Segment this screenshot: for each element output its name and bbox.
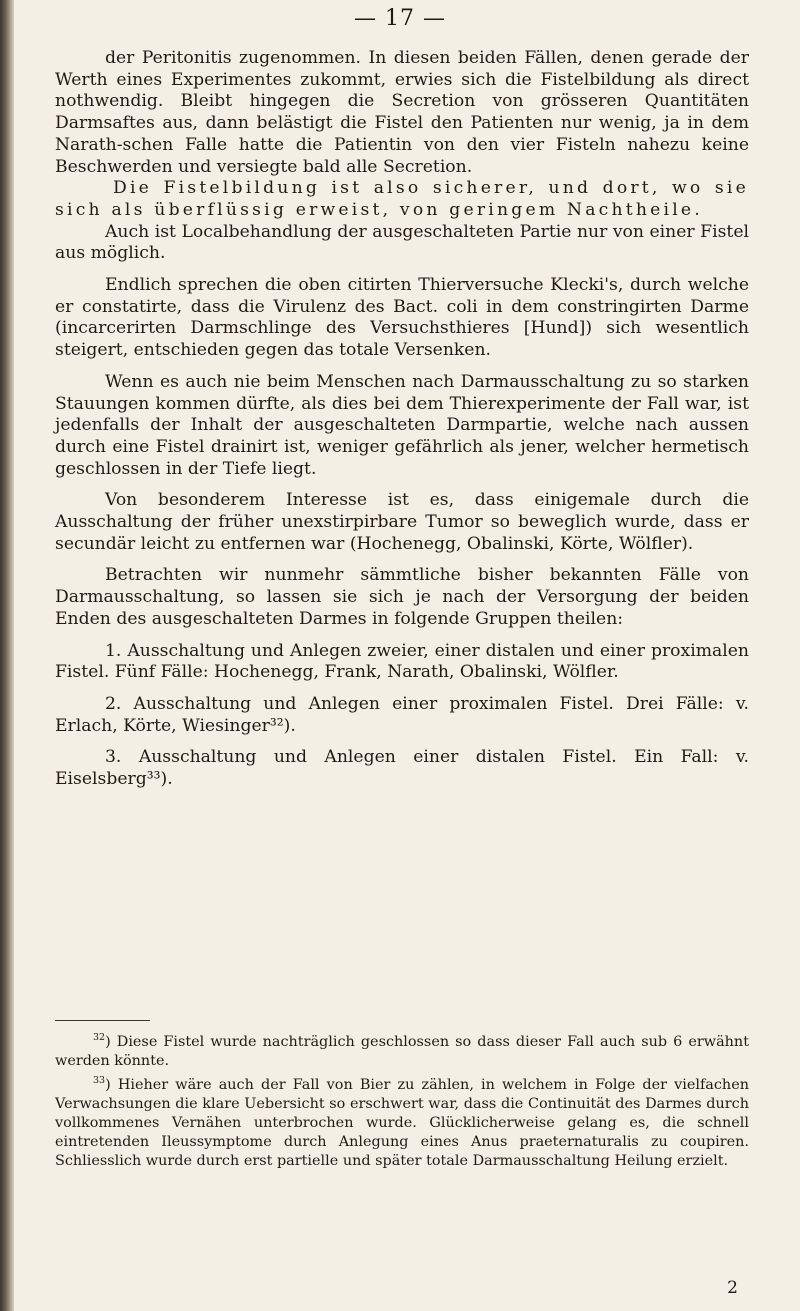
footnote-32 bbox=[55, 1028, 749, 1071]
footnote-33-mark: 33 bbox=[93, 1074, 106, 1086]
footnote-33 bbox=[55, 1071, 749, 1171]
paragraph-fistelbildung bbox=[55, 178, 749, 221]
footnote-divider bbox=[55, 1020, 150, 1021]
paragraph-gruppe-1: 1. Ausschaltung und Anlegen zweier, einer distalen und einer proximalen Fistel. Fünf Fälle: Hochenegg, Frank, Narath, Obalinski, Wölfler. bbox=[55, 640, 749, 683]
paragraph-darmausschaltung: Wenn es auch nie beim Menschen nach Darmausschaltung zu so starken Stauungen kommen dürfte, als dies bei dem Thierexperimente der Fall war, ist jedenfalls der Inhalt der ausgeschalteten Darmpartie, welche nach aussen durch eine Fistel drainirt ist, weniger gefährlich als jener, welcher hermetisch geschlossen in der Tiefe liegt. bbox=[55, 371, 749, 479]
paragraph-fistelbildung-text: Die Fistelbildung ist also sicherer, und dort, wo sie sich als überflüssig erweist, von geringem Nachtheile. bbox=[55, 178, 749, 220]
body-text bbox=[55, 48, 749, 791]
page-number: — 17 — bbox=[354, 6, 446, 31]
printer-signature: 2 bbox=[727, 1278, 738, 1298]
paragraph-interesse: Von besonderem Interesse ist es, dass einigemale durch die Ausschaltung der früher unexstirpirbare Tumor so beweglich wurde, dass er secundär leicht zu entfernen war (Hochenegg, Obalinski, Körte, Wölfler). bbox=[55, 490, 749, 554]
paragraph-peritonitis: der Peritonitis zugenommen. In diesen beiden Fällen, denen gerade der Werth eines Experimentes zukommt, erwies sich die Fistelbildung als direct nothwendig. Bleibt hingegen die Secretion von grösseren Quantitäten Darmsaftes aus, dann belästigt die Fistel den Patienten nur wenig, ja in dem Narath-schen Falle hatte die Patientin von den vier Fisteln nahezu keine Beschwerden und versiegte bald alle Secretion. bbox=[55, 48, 749, 177]
paragraph-thierversuche: Endlich sprechen die oben citirten Thierversuche Klecki's, durch welche er constatirte, dass die Virulenz des Bact. coli in dem constringirten Darme (incarcerirten Darmschlinge des Versuchsthieres [Hund]) sich wesentlich steigert, entschieden gegen das totale Versenken. bbox=[55, 275, 749, 361]
footnote-32-text: ) Diese Fistel wurde nachträglich geschlossen so dass dieser Fall auch sub 6 erwähnt werden könnte. bbox=[55, 1033, 749, 1069]
page-binding-edge bbox=[0, 0, 14, 1311]
paragraph-localbehandlung: Auch ist Localbehandlung der ausgeschalteten Partie nur von einer Fistel aus möglich. bbox=[55, 221, 749, 264]
paragraph-gruppe-2: 2. Ausschaltung und Anlegen einer proximalen Fistel. Drei Fälle: v. Erlach, Körte, Wiesinger³²). bbox=[55, 693, 749, 736]
footnotes bbox=[55, 1028, 749, 1171]
footnote-33-text: ) Hieher wäre auch der Fall von Bier zu zählen, in welchem in Folge der vielfachen Verwachsungen die klare Uebersicht so erschwert war, dass die Continuität des Darmes durch vollkommenes Vernähen unterbrochen wurde. Glücklicherweise gelang es, die schnell eintretenden Ileussymptome durch Anlegung eines Anus praeternaturalis zu coupiren. Schliesslich wurde durch erst partielle und später totale Darmausschaltung Heilung erzielt. bbox=[55, 1076, 749, 1169]
paragraph-gruppe-3: 3. Ausschaltung und Anlegen einer distalen Fistel. Ein Fall: v. Eiselsberg³³). bbox=[55, 747, 749, 790]
paragraph-gruppen: Betrachten wir nunmehr sämmtliche bisher bekannten Fälle von Darmausschaltung, so lassen sie sich je nach der Versorgung der beiden Enden des ausgeschalteten Darmes in folgende Gruppen theilen: bbox=[55, 565, 749, 629]
footnote-32-mark: 32 bbox=[93, 1032, 106, 1043]
